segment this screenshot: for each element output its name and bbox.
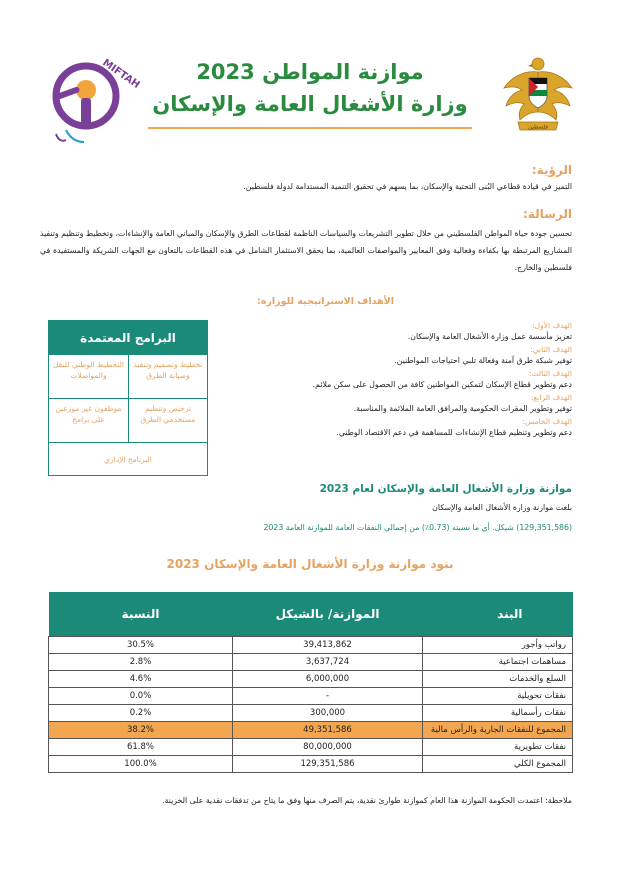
goal-label: الهدف الرابع: [530,393,572,402]
miftah-logo-text: MIFTAH [100,57,142,91]
goals-list [232,320,572,440]
goal-item [232,344,572,367]
cell-percent: 0.0% [49,687,233,704]
goal-item [232,320,572,343]
page-title: موازنة المواطن 2023 [196,60,424,84]
budget-heading: موازنة وزارة الأشغال العامة والإسكان لعام 2023 [319,483,572,495]
cell-percent: 0.2% [49,704,233,721]
cell-item: المجموع للنفقات الجارية والرأس مالية [423,721,573,738]
ministry-title: وزارة الأشغال العامة والإسكان [152,92,468,116]
cell-percent: 4.6% [49,670,233,687]
cell-item: مساهمات اجتماعية [423,653,573,670]
programs-grid [49,355,207,476]
budget-line1: بلغت موازنة وزارة الأشغال العامة والإسكان [432,503,572,512]
table-row [49,687,573,704]
programs-box [48,320,208,476]
goal-text: دعم وتطوير قطاع الإسكان لتمكين المواطنين كافة من الحصول على سكن ملائم. [312,380,572,389]
cell-item: نفقات رأسمالية [423,704,573,721]
table-row [49,704,573,721]
table-row [49,670,573,687]
program-item: التخطيط الوطني للنقل والمواصلات [49,355,128,399]
cell-item: نفقات تطويرية [423,738,573,755]
program-item: ترخيص وتنظيم مستخدمي الطرق [128,399,207,443]
mission-text: تحسين جودة حياة المواطن الفلسطيني من خلال تطوير التشريعات والسياسات الناظمة لقطاعات الطرق والإسكان والمباني العامة والإنشاءات، وتخطيط وتنظيم وتنفيذ المشاريع المرتبطة بها بكفاءة وفعالية وفق المعايير والمواصفات العالمية، بما يحقق الاستثمار الشامل في هذه القطاعات بالتعاون مع الجهات الشريكة والمستفيدة في فلسطين والخارج. [39,229,572,272]
table-row [49,653,573,670]
cell-amount: - [233,687,423,704]
title-divider [148,127,472,129]
palestine-emblem [498,50,578,140]
budget-table [48,592,573,773]
goals-heading: الأهداف الاستراتيجية للوزارة: [257,296,394,307]
cell-item: السلع والخدمات [423,670,573,687]
goal-text: توفير شبكة طرق آمنة وفعالة تلبي احتياجات المواطنين. [394,356,572,365]
cell-item: المجموع الكلي [423,755,573,772]
column-header-amount: الموازنة/ بالشيكل [233,592,423,636]
table-row-total [49,755,573,772]
cell-amount: 129,351,586 [233,755,423,772]
cell-amount: 39,413,862 [233,636,423,653]
goal-item [232,368,572,391]
cell-item: رواتب وأجور [423,636,573,653]
program-item: تخطيط وتصميم وتنفيذ وصيانة الطرق [128,355,207,399]
goal-text: دعم وتطوير وتنظيم قطاع الإنشاءات للمساهمة في دعم الاقتصاد الوطني. [336,428,572,437]
cell-percent: 61.8% [49,738,233,755]
emblem-caption: فلسطين [528,124,548,131]
cell-amount: 3,637,724 [233,653,423,670]
goal-label: الهدف الثاني: [530,345,572,354]
miftah-logo [42,38,142,148]
program-item: موظفون غير موزعين على برامج [49,399,128,443]
cell-amount: 80,000,000 [233,738,423,755]
goal-label: الهدف الثالث: [528,369,572,378]
mission-heading: الرسالة: [523,207,572,221]
goal-text: توفير وتطوير المقرات الحكومية والمرافق العامة الملائمة والمناسبة. [353,404,572,413]
budget-items-heading: بنود موازنة وزارة الأشغال العامة والإسكان 2023 [166,557,454,571]
programs-heading: البرامج المعتمدة [49,321,207,355]
cell-amount: 300,000 [233,704,423,721]
column-header-item: البند [423,592,573,636]
goal-item [232,416,572,439]
goal-label: الهدف الأول: [532,321,572,330]
cell-percent: 30.5% [49,636,233,653]
cell-amount: 49,351,586 [233,721,423,738]
vision-heading: الرؤية: [531,163,572,177]
cell-percent: 2.8% [49,653,233,670]
goal-label: الهدف الخامس: [522,417,572,426]
cell-amount: 6,000,000 [233,670,423,687]
cell-percent: 100.0% [49,755,233,772]
cell-item: نفقات تحويلية [423,687,573,704]
table-row-subtotal [49,721,573,738]
column-header-percent: النسبة [49,592,233,636]
budget-line2: (129,351,586) شيكل. أي ما نسبته (0.73٪) من إجمالي النفقات العامة للموازنة العامة 2023 [263,523,572,532]
table-header-row [49,592,573,636]
table-row [49,636,573,653]
goal-text: تعزيز مأسسة عمل وزارة الأشغال العامة والإسكان. [407,332,572,341]
program-item: البرنامج الإداري [104,455,152,464]
vision-text: التميز في قيادة قطاعي البُنى التحتية والإسكان، بما يسهم في تحقيق التنمية المستدامة لدولة فلسطين. [243,182,572,191]
goal-item [232,392,572,415]
cell-percent: 38.2% [49,721,233,738]
footnote: ملاحظة: اعتمدت الحكومة الموازنة هذا العام كموازنة طوارئ نقدية، يتم الصرف منها وفق ما يتاح من تدفقات نقدية على الخزينة. [162,796,572,805]
table-row [49,738,573,755]
